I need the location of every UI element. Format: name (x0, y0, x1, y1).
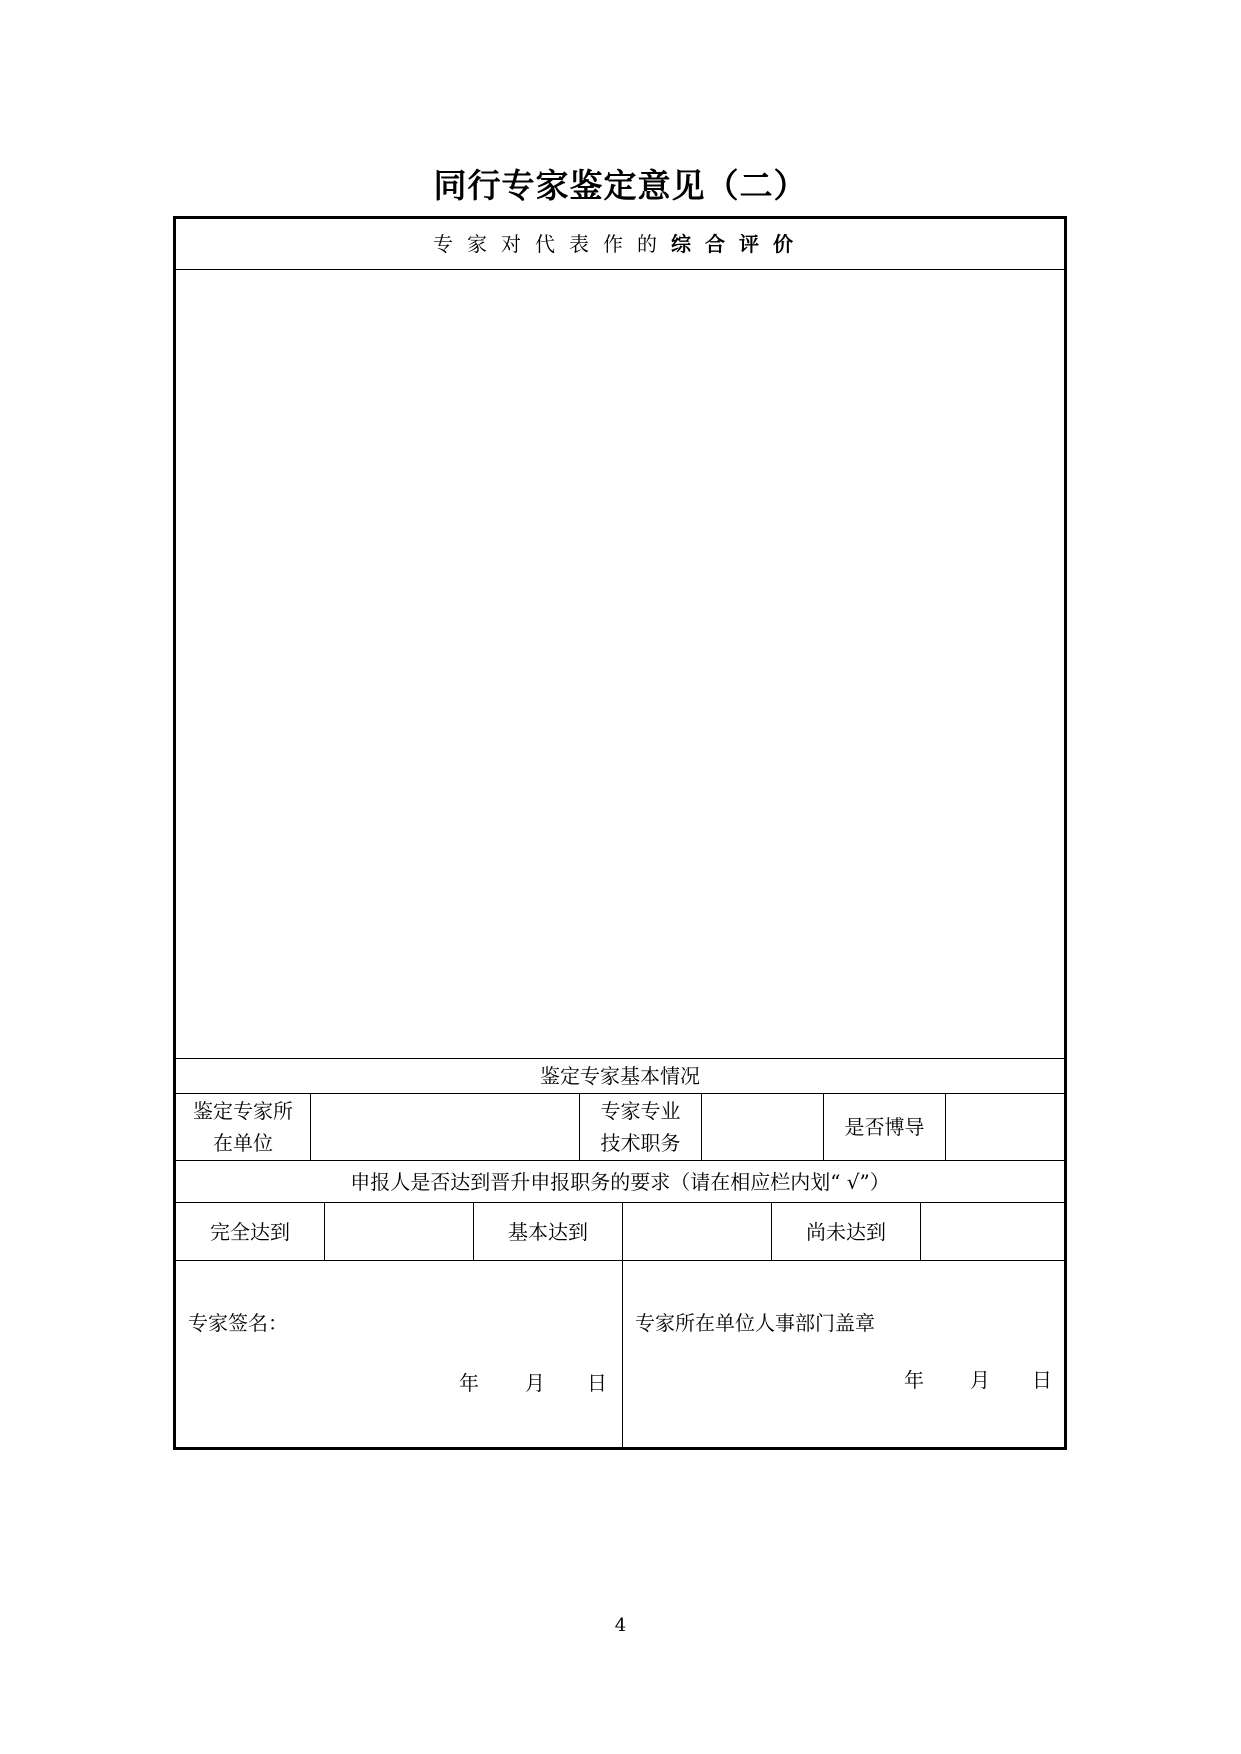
option-fully-met-checkbox[interactable] (325, 1203, 473, 1260)
comprehensive-evaluation-area[interactable] (176, 270, 1064, 1058)
comprehensive-evaluation-header (176, 219, 1064, 269)
header-normal-text: 专家对代表作的 (433, 232, 671, 256)
expert-unit-field[interactable] (311, 1094, 579, 1160)
phd-supervisor-label: 是否博导 (844, 1115, 925, 1139)
expert-unit-label: 鉴定专家所 在单位 (193, 1099, 293, 1155)
signature-date: 年 月 日 (459, 1371, 607, 1395)
requirement-header: 申报人是否达到晋升申报职务的要求（请在相应栏内划“ √”） (350, 1169, 890, 1194)
option-not-met-label: 尚未达到 (806, 1219, 886, 1244)
expert-title-label: 专家专业 技术职务 (600, 1099, 681, 1155)
page-number: 4 (614, 1615, 627, 1636)
expert-info-header: 鉴定专家基本情况 (540, 1064, 700, 1088)
signature-label: 专家签名： (188, 1311, 288, 1335)
option-basically-met-label: 基本达到 (508, 1219, 588, 1244)
option-fully-met-label: 完全达到 (210, 1219, 290, 1244)
phd-supervisor-field[interactable] (946, 1094, 1064, 1160)
page-title: 同行专家鉴定意见（二） (433, 166, 808, 205)
evaluation-form-table (173, 216, 1067, 1450)
option-basically-met-checkbox[interactable] (623, 1203, 771, 1260)
personnel-stamp-field[interactable] (623, 1261, 1064, 1447)
expert-signature-field[interactable] (176, 1261, 622, 1447)
stamp-label: 专家所在单位人事部门盖章 (635, 1311, 875, 1335)
expert-title-field[interactable] (702, 1094, 823, 1160)
header-bold-text: 综合评价 (671, 232, 807, 256)
stamp-date: 年 月 日 (904, 1368, 1052, 1392)
option-not-met-checkbox[interactable] (921, 1203, 1064, 1260)
